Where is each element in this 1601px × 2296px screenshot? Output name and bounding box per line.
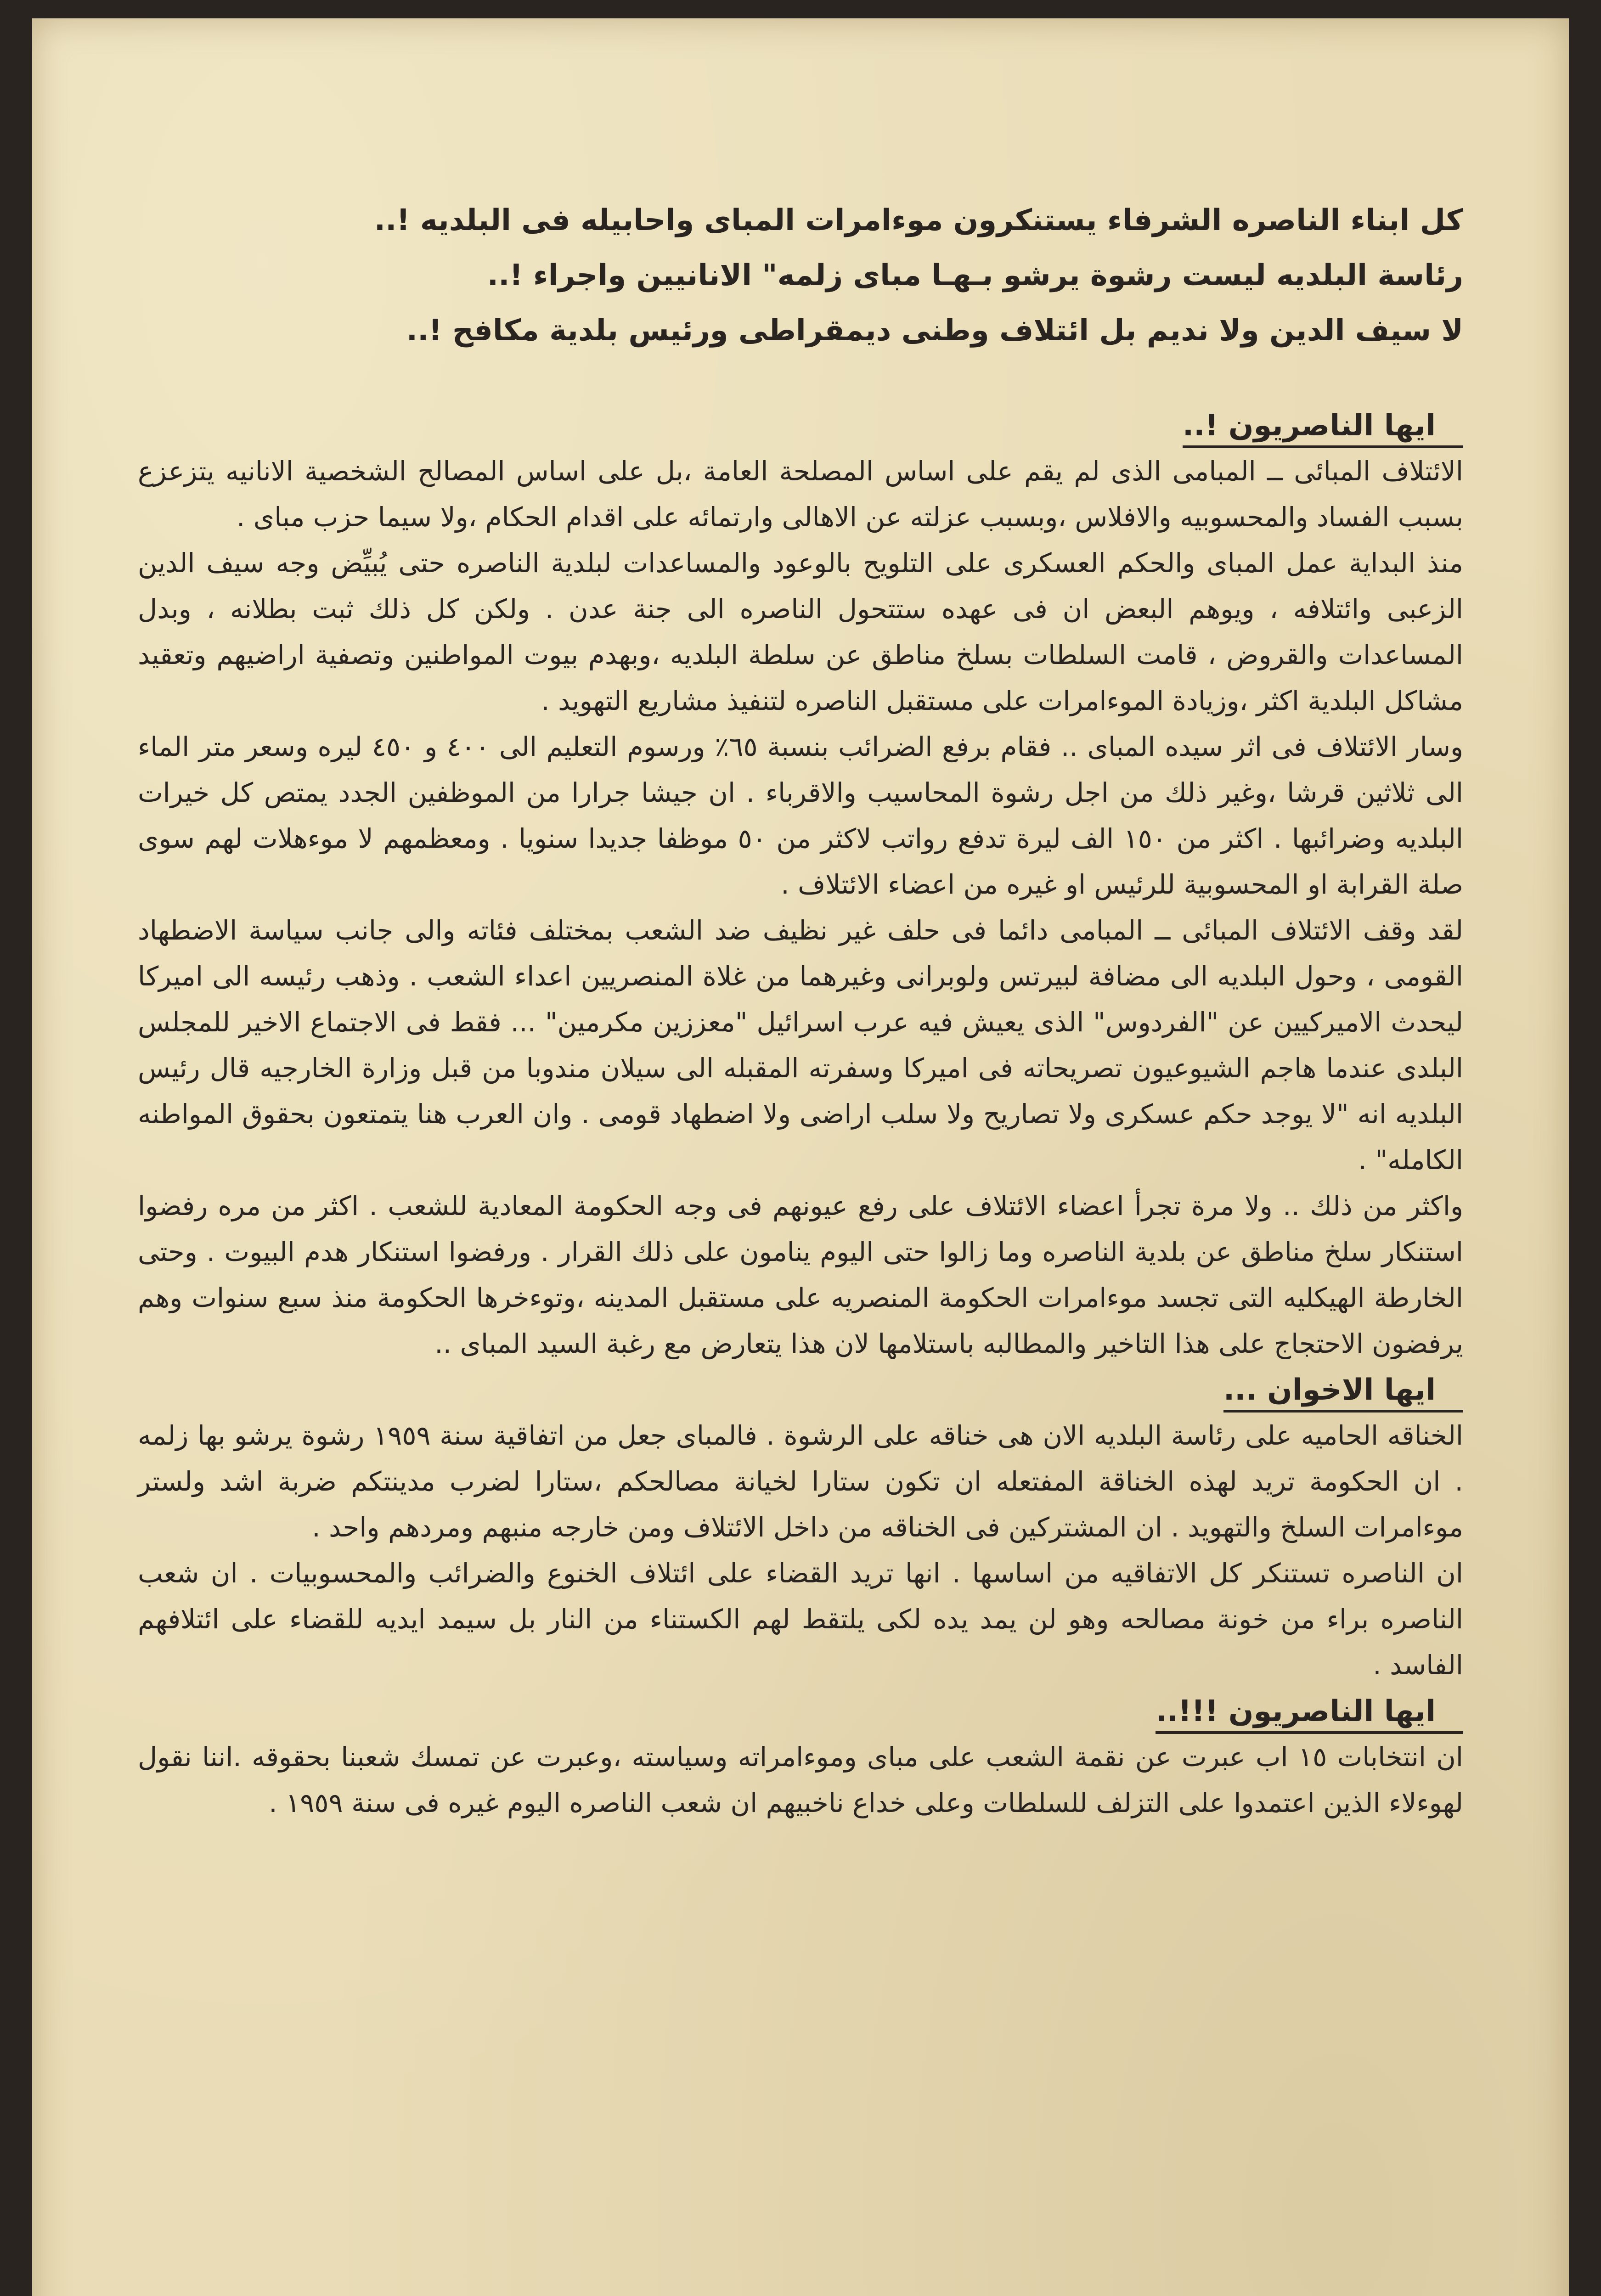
paragraph: الائتلاف المبائى ــ المبامى الذى لم يقم على اساس المصلحة العامة ،بل على اساس المصالح الشخصية الانانيه يتزعزع بسبب الفساد والمحسوبيه والافلاس ،وبسبب عزلته عن الاهالى وارتمائه على اقدام الحكام ،ولا سيما حزب مباى . <box>138 456 1463 533</box>
section-title: ايها الاخوان ... <box>1223 1373 1463 1412</box>
paragraph: ان الناصره تستنكر كل الاتفاقيه من اساسها . انها تريد القضاء على ائتلاف الخنوع والضرائب والمحسوبيات . ان شعب الناصره براء من خونة مصالحه وهو لن يمد يده لكى يلتقط لهم الكستناء من النار بل سيمد ايديه للقضاء على ائتلافهم الفاسد . <box>138 1558 1463 1681</box>
paragraph: ان انتخابات ١٥ اب عبرت عن نقمة الشعب على مباى وموءامراته وسياسته ،وعبرت عن تمسك شعبنا بحقوقه .اننا نقول لهوءلاء الذين اعتمدوا على التزلف للسلطات وعلى خداع ناخبيهم ان شعب الناصره اليوم غيره فى سنة ١٩٥٩ . <box>138 1741 1464 1818</box>
headline-block <box>138 193 1463 358</box>
section-title: ايها الناصريون !.. <box>1183 409 1463 448</box>
section-ikhwan <box>138 1373 1463 1688</box>
headline-2: رئاسة البلديه ليست رشوة يرشو بـهـا مباى زلمه" الانانيين واجراء !.. <box>487 259 1463 293</box>
headline-3: لا سيف الدين ولا نديم بل ائتلاف وطنى ديمقراطى ورئيس بلدية مكافح !.. <box>406 314 1463 348</box>
paragraph: وسار الائتلاف فى اثر سيده المباى .. فقام برفع الضرائب بنسبة ٦٥٪ ورسوم التعليم الى ٤٠٠ و ٤٥٠ ليره وسعر متر الماء الى ثلاثين قرشا ،وغير ذلك من اجل رشوة المحاسيب والاقرباء . ان جيشا جرارا من الموظفين الجدد يمتص كل خيرات البلديه وضرائبها . اكثر من ١٥٠ الف ليرة تدفع رواتب لاكثر من ٥٠ موظفا جديدا سنويا . ومعظمهم لا موءهلات لهم سوى صلة القرابة او المحسوبية للرئيس او غيره من اعضاء الائتلاف . <box>138 731 1464 900</box>
paragraph: لقد وقف الائتلاف المبائى ــ المبامى دائما فى حلف غير نظيف ضد الشعب بمختلف فئاته والى جانب سياسة الاضطهاد القومى ، وحول البلديه الى مضافة لبيرتس ولوبرانى وغيرهما من غلاة المنصريين اعداء الشعب . وذهب رئيسه الى اميركا ليحدث الاميركيين عن "الفردوس" الذى يعيش فيه عرب اسرائيل "معززين مكرمين" ... فقط فى الاجتماع الاخير للمجلس البلدى عندما هاجم الشيوعيون تصريحاته فى اميركا وسفرته المقبله الى سيلان مندوبا من قبل وزارة الخارجيه قال رئيس البلديه انه "لا يوجد حكم عسكرى ولا تصاريح ولا سلب اراضى ولا اضطهاد قومى . وان العرب هنا يتمتعون بحقوق المواطنه الكامله" . <box>138 915 1463 1176</box>
section-title: ايها الناصريون !!!.. <box>1156 1694 1463 1734</box>
section-naseriyun-closing <box>138 1694 1463 1826</box>
document-body <box>138 193 1463 1826</box>
paragraph: الخناقه الحاميه على رئاسة البلديه الان هى خناقه على الرشوة . فالمباى جعل من اتفاقية سنة ١٩٥٩ رشوة يرشو بها زلمه . ان الحكومة تريد لهذه الخناقة المفتعله ان تكون ستارا لخيانة مصالحكم ،ستارا لضرب مدينتكم ضربة اشد ولستر موءامرات السلخ والتهويد . ان المشتركين فى الخناقه من داخل الائتلاف ومن خارجه منبهم ومردهم واحد . <box>138 1420 1464 1543</box>
section-naseriyun <box>138 409 1463 1367</box>
document-sheet <box>32 18 1569 2296</box>
headline-1: كل ابناء الناصره الشرفاء يستنكرون موءامرات المباى واحابيله فى البلديه !.. <box>374 203 1463 237</box>
paragraph: واكثر من ذلك .. ولا مرة تجرأ اعضاء الائتلاف على رفع عيونهم فى وجه الحكومة المعادية للشعب . اكثر من مره رفضوا استنكار سلخ مناطق عن بلدية الناصره وما زالوا حتى اليوم ينامون على ذلك القرار . ورفضوا استنكار هدم البيوت . وحتى الخارطة الهيكليه التى تجسد موءامرات الحكومة المنصريه على مستقبل المدينه ،وتوءخرها الحكومة منذ سبع سنوات وهم يرفضون الاحتجاج على هذا التاخير والمطالبه باستلامها لان هذا يتعارض مع رغبة السيد المباى .. <box>138 1190 1463 1359</box>
paragraph: منذ البداية عمل المباى والحكم العسكرى على التلويح بالوعود والمساعدات لبلدية الناصره حتى يُبيِّض وجه سيف الدين الزعبى وائتلافه ، ويوهم البعض ان فى عهده ستتحول الناصره الى جنة عدن . ولكن كل ذلك ثبت بطلانه ، وبدل المساعدات والقروض ، قامت السلطات بسلخ مناطق عن سلطة البلديه ،وبهدم بيوت المواطنين وتصفية اراضيهم وتعقيد مشاكل البلدية اكثر ،وزيادة الموءامرات على مستقبل الناصره لتنفيذ مشاريع التهويد . <box>138 547 1463 716</box>
